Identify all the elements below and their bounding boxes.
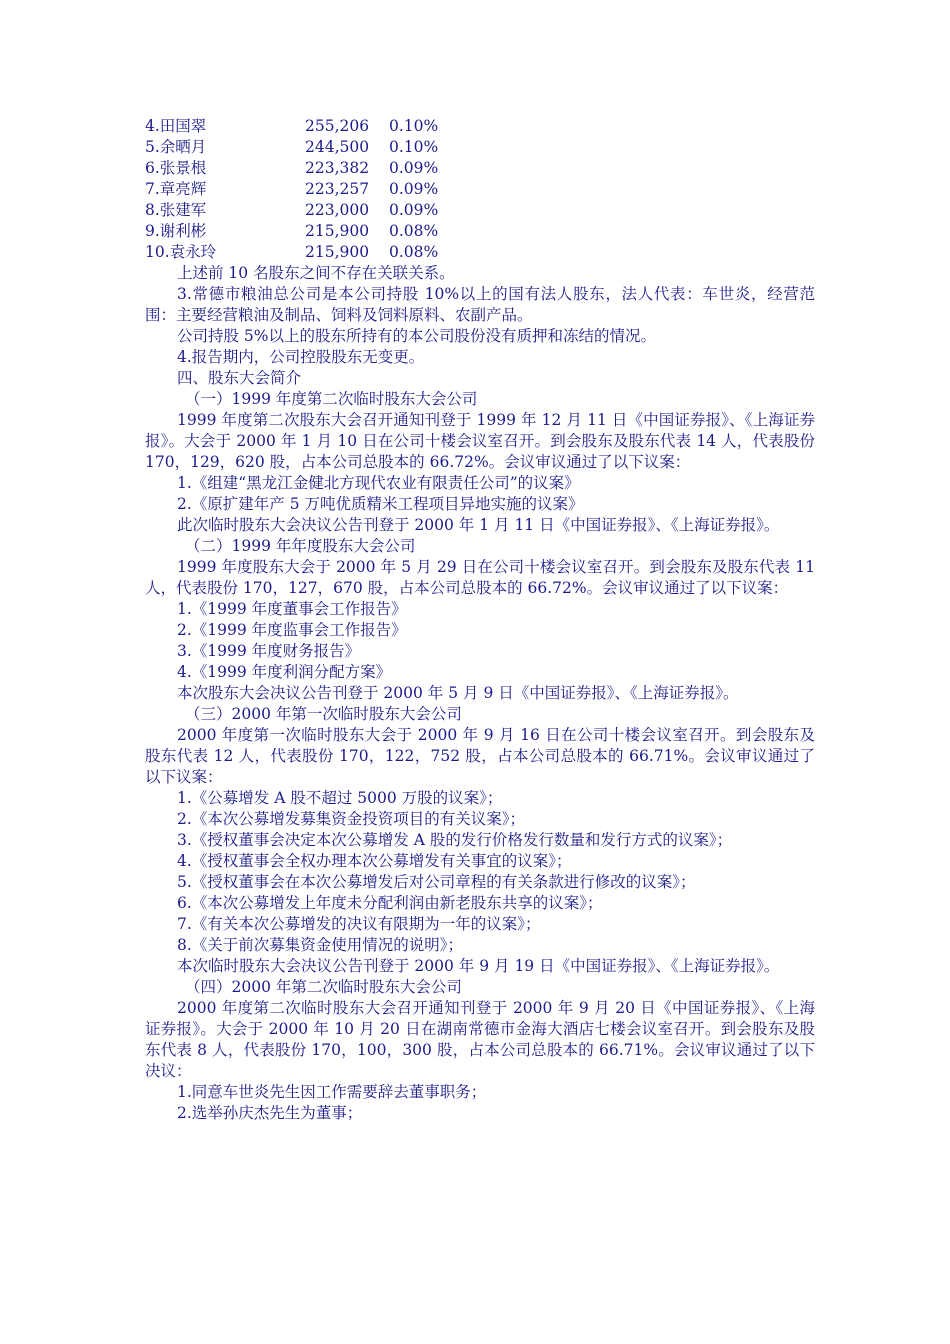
shareholder-percent: 0.08% bbox=[389, 222, 439, 240]
shareholder-row bbox=[145, 179, 815, 200]
related-party-note: 上述前 10 名股东之间不存在关联关系。 bbox=[177, 264, 455, 282]
shareholder-row bbox=[145, 137, 815, 158]
shareholder-row bbox=[145, 116, 815, 137]
shareholder-row bbox=[145, 200, 815, 221]
meeting-outro: 此次临时股东大会决议公告刊登于 2000 年 1 月 11 日《中国证券报》、《上海证券报》。 bbox=[177, 516, 780, 534]
meeting-heading: （二）1999 年年度股东大会公司 bbox=[185, 537, 416, 555]
shareholder-percent: 0.10% bbox=[389, 138, 439, 156]
document-page bbox=[145, 116, 815, 1124]
shareholder-percent: 0.09% bbox=[389, 180, 439, 198]
resolution-item: 1.《1999 年度董事会工作报告》 bbox=[177, 600, 407, 618]
resolution-item: 5.《授权董事会在本次公募增发后对公司章程的有关条款进行修改的议案》； bbox=[177, 873, 696, 891]
controlling-shareholder-note: 4.报告期内，公司控股股东无变更。 bbox=[177, 348, 425, 366]
section-heading: 四、股东大会简介 bbox=[177, 369, 302, 387]
resolution-item: 1.《公募增发 A 股不超过 5000 万股的议案》； bbox=[177, 789, 503, 807]
resolution-item: 4.《授权董事会全权办理本次公募增发有关事宜的议案》； bbox=[177, 852, 572, 870]
resolution-item: 4.《1999 年度利润分配方案》 bbox=[177, 663, 392, 681]
meeting-heading: （四）2000 年第二次临时股东大会公司 bbox=[185, 978, 462, 996]
shareholder-shares: 223,382 bbox=[305, 159, 370, 177]
shareholder-percent: 0.08% bbox=[389, 243, 439, 261]
shareholder-shares: 244,500 bbox=[305, 138, 370, 156]
shareholder-name: 10.袁永玲 bbox=[145, 243, 217, 261]
resolution-item: 1.同意车世炎先生因工作需要辞去董事职务； bbox=[177, 1083, 487, 1101]
resolution-item: 3.《1999 年度财务报告》 bbox=[177, 642, 361, 660]
meeting-intro: 2000 年度第二次临时股东大会召开通知刊登于 2000 年 9 月 20 日《中国证券报》、《上海证券报》。大会于 2000 年 10 月 20 日在湖南常德市金海大酒店七楼会议室召开。到会股东及股东代表 8 人，代表股份 170，100，300 股，占本公司总股本的 66.71%。会议审议通过了以下决议： bbox=[145, 999, 815, 1080]
shareholder-shares: 215,900 bbox=[305, 222, 370, 240]
shareholder-percent: 0.09% bbox=[389, 159, 439, 177]
resolution-item: 8.《关于前次募集资金使用情况的说明》； bbox=[177, 936, 464, 954]
resolution-item: 1.《组建“黑龙江金健北方现代农业有限责任公司”的议案》 bbox=[177, 474, 580, 492]
meeting-heading: （三）2000 年第一次临时股东大会公司 bbox=[185, 705, 462, 723]
shareholder-name: 9.谢利彬 bbox=[145, 222, 207, 240]
resolution-item: 3.《授权董事会决定本次公募增发 A 股的发行价格发行数量和发行方式的议案》； bbox=[177, 831, 733, 849]
meeting-intro: 2000 年度第一次临时股东大会于 2000 年 9 月 16 日在公司十楼会议室召开。到会股东及股东代表 12 人，代表股份 170，122，752 股，占本公司总股本的 66.71%。会议审议通过了以下议案： bbox=[145, 726, 815, 786]
shareholder-name: 8.张建军 bbox=[145, 201, 207, 219]
resolution-item: 6.《本次公募增发上年度未分配利润由新老股东共享的议案》； bbox=[177, 894, 603, 912]
shareholder-name: 7.章亮辉 bbox=[145, 180, 207, 198]
meeting-outro: 本次临时股东大会决议公告刊登于 2000 年 9 月 19 日《中国证券报》、《上海证券报》。 bbox=[177, 957, 780, 975]
meeting-outro: 本次股东大会决议公告刊登于 2000 年 5 月 9 日《中国证券报》、《上海证券报》。 bbox=[177, 684, 739, 702]
shareholder-list bbox=[145, 116, 815, 263]
shareholder-row bbox=[145, 242, 815, 263]
resolution-item: 7.《有关本次公募增发的决议有限期为一年的议案》； bbox=[177, 915, 541, 933]
shareholder-shares: 223,257 bbox=[305, 180, 370, 198]
shareholder-percent: 0.10% bbox=[389, 117, 439, 135]
shareholder-name: 5.余晒月 bbox=[145, 138, 207, 156]
resolution-item: 2.《本次公募增发募集资金投资项目的有关议案》； bbox=[177, 810, 526, 828]
shareholder-row bbox=[145, 221, 815, 242]
major-shareholder-paragraph: 3.常德市粮油总公司是本公司持股 10%以上的国有法人股东，法人代表：车世炎，经营范围：主要经营粮油及制品、饲料及饲料原料、农副产品。 bbox=[145, 285, 815, 324]
resolution-item: 2.《1999 年度监事会工作报告》 bbox=[177, 621, 407, 639]
pledge-note: 公司持股 5%以上的股东所持有的本公司股份没有质押和冻结的情况。 bbox=[177, 327, 657, 345]
shareholder-shares: 215,900 bbox=[305, 243, 370, 261]
shareholder-row bbox=[145, 158, 815, 179]
meeting-intro: 1999 年度股东大会于 2000 年 5 月 29 日在公司十楼会议室召开。到会股东及股东代表 11 人，代表股份 170，127，670 股，占本公司总股本的 66.72%。会议审议通过了以下议案： bbox=[145, 558, 815, 597]
resolution-item: 2.选举孙庆杰先生为董事； bbox=[177, 1104, 363, 1122]
shareholder-name: 4.田国翠 bbox=[145, 117, 207, 135]
shareholder-shares: 223,000 bbox=[305, 201, 370, 219]
meeting-heading: （一）1999 年度第二次临时股东大会公司 bbox=[185, 390, 478, 408]
shareholder-shares: 255,206 bbox=[305, 117, 370, 135]
shareholder-percent: 0.09% bbox=[389, 201, 439, 219]
resolution-item: 2.《原扩建年产 5 万吨优质精米工程项目异地实施的议案》 bbox=[177, 495, 584, 513]
shareholder-name: 6.张景根 bbox=[145, 159, 207, 177]
meeting-intro: 1999 年度第二次股东大会召开通知刊登于 1999 年 12 月 11 日《中国证券报》、《上海证券报》。大会于 2000 年 1 月 10 日在公司十楼会议室召开。到会股东及股东代表 14 人，代表股份 170，129，620 股，占本公司总股本的 66.72%。会议审议通过了以下议案： bbox=[145, 411, 815, 471]
